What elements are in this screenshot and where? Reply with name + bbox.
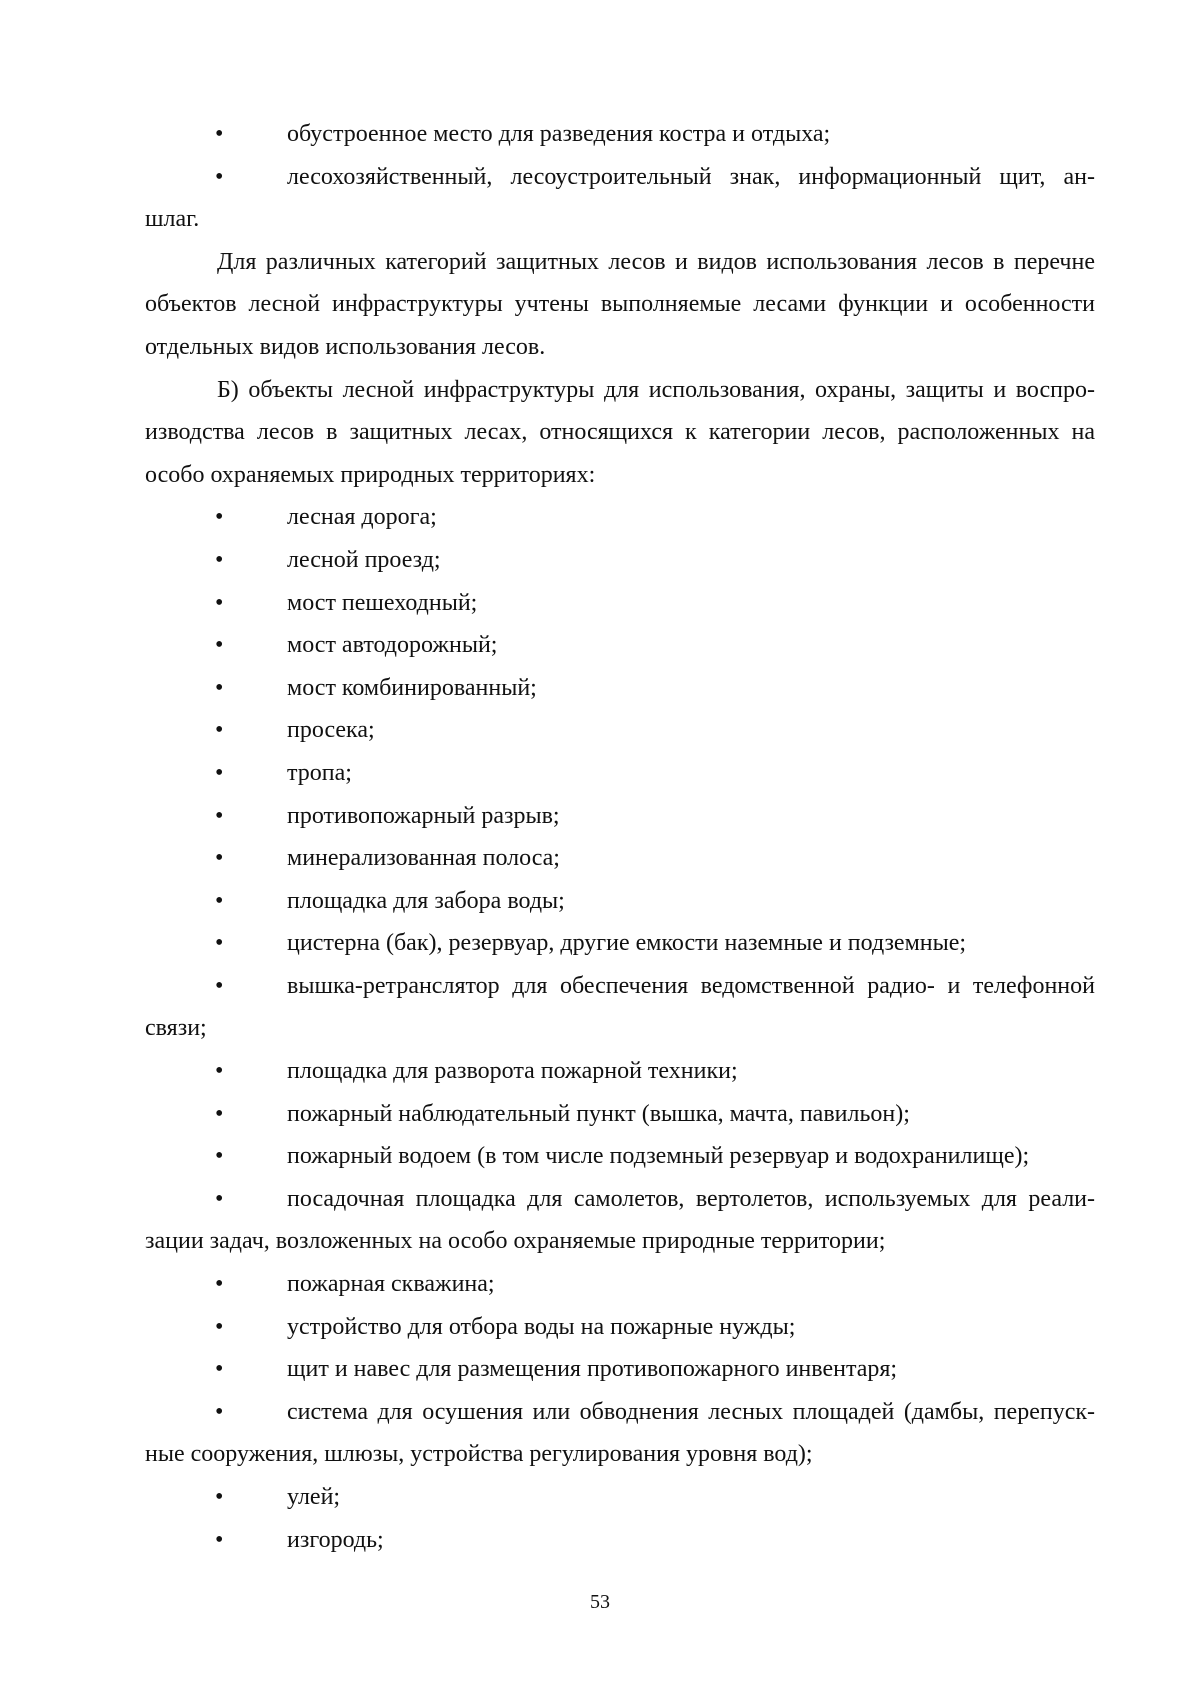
list-item-text: лесной проезд; (287, 546, 441, 573)
bullet-icon: • (215, 121, 224, 147)
list-item (145, 624, 1095, 667)
list-item (145, 1178, 1095, 1263)
top-bullet-list (145, 113, 1095, 241)
list-item (145, 1093, 1095, 1136)
paragraph: Б) объекты лесной инфраструктуры для использования, охраны, защиты и воспро-изводства лесов в защитных лесах, относящихся к категории лесов, расположенных на особо охраняемых природных территориях: (145, 376, 1095, 488)
list-item (145, 667, 1095, 710)
list-item-text: мост комбинированный; (287, 674, 537, 701)
list-item (145, 582, 1095, 625)
list-item (145, 922, 1095, 965)
list-item-text: лесная дорога; (287, 504, 437, 531)
bullet-icon: • (215, 1356, 224, 1383)
bullet-icon: • (215, 163, 224, 190)
list-item-text: вышка-ретранслятор для обеспечения ведомственной радио- и телефонной (287, 972, 1095, 999)
list-item-text: мост пешеходный; (287, 589, 478, 616)
bullet-icon: • (215, 717, 224, 744)
bullet-icon: • (215, 1271, 224, 1298)
list-item (145, 1391, 1095, 1476)
list-item-continuation: ные сооружения, шлюзы, устройства регулирования уровня вод); (145, 1441, 813, 1468)
list-item-text: изгородь; (287, 1526, 384, 1553)
bullet-icon: • (215, 972, 224, 999)
list-item-text: пожарная скважина; (287, 1271, 495, 1298)
list-item-text: мост автодорожный; (287, 632, 498, 659)
list-item-text: система для осушения или обводнения лесных площадей (дамбы, перепуск- (287, 1398, 1095, 1425)
list-item (145, 1476, 1095, 1519)
paragraph: Для различных категорий защитных лесов и видов использования лесов в перечне объектов лесной инфраструктуры учтены выполняемые лесами функции и особенности отдельных видов использования лесов. (145, 248, 1095, 360)
bullet-icon: • (215, 887, 224, 914)
list-item (145, 113, 1095, 156)
list-item-text: площадка для забора воды; (287, 887, 565, 914)
list-item-text: противопожарный разрыв; (287, 802, 560, 829)
list-item (145, 1348, 1095, 1391)
list-item (145, 156, 1095, 241)
list-item-continuation: шлаг. (145, 206, 200, 233)
list-item (145, 880, 1095, 923)
list-item (145, 539, 1095, 582)
bullet-icon: • (215, 1143, 224, 1170)
list-item (145, 1263, 1095, 1306)
bullet-icon: • (215, 1398, 224, 1425)
bullet-icon: • (215, 1313, 224, 1340)
bullet-icon: • (215, 1100, 224, 1127)
list-item-text: лесохозяйственный, лесоустроительный знак, информационный щит, ан- (287, 163, 1095, 190)
page-number: 53 (590, 1591, 610, 1613)
bullet-list (145, 496, 1095, 1561)
list-item (145, 795, 1095, 838)
list-item-text: просека; (287, 717, 375, 744)
list-item-text: пожарный водоем (в том числе подземный резервуар и водохранилище); (287, 1143, 1030, 1170)
bullet-icon: • (215, 1058, 224, 1085)
list-item-text: площадка для разворота пожарной техники; (287, 1058, 738, 1085)
list-item-continuation: связи; (145, 1015, 207, 1042)
list-item-text: улей; (287, 1484, 341, 1510)
bullet-icon: • (215, 802, 224, 829)
list-item (145, 1050, 1095, 1093)
list-item-text: обустроенное место для разведения костра и отдыха; (287, 121, 831, 147)
list-item (145, 837, 1095, 880)
list-item (145, 1519, 1095, 1562)
list-item-text: минерализованная полоса; (287, 845, 560, 872)
bullet-icon: • (215, 930, 224, 957)
list-item-text: цистерна (бак), резервуар, другие емкости наземные и подземные; (287, 930, 967, 957)
list-item-text: пожарный наблюдательный пункт (вышка, мачта, павильон); (287, 1100, 910, 1127)
bullet-icon: • (215, 845, 224, 872)
list-item (145, 965, 1095, 1050)
bullet-icon: • (215, 546, 224, 573)
bullet-icon: • (215, 674, 224, 701)
bullet-icon: • (215, 1526, 224, 1553)
list-item-continuation: зации задач, возложенных на особо охраняемые природные территории; (145, 1228, 886, 1255)
list-item (145, 1135, 1095, 1178)
bullet-icon: • (215, 632, 224, 659)
bullet-icon: • (215, 1484, 224, 1510)
document-body (145, 113, 1095, 1561)
list-item-text: щит и навес для размещения противопожарного инвентаря; (287, 1356, 898, 1383)
bullet-icon: • (215, 504, 224, 531)
list-item (145, 709, 1095, 752)
list-item (145, 752, 1095, 795)
list-item (145, 496, 1095, 539)
list-item-text: посадочная площадка для самолетов, вертолетов, используемых для реали- (287, 1185, 1095, 1212)
bullet-icon: • (215, 759, 224, 786)
list-item (145, 1306, 1095, 1349)
list-item-text: устройство для отбора воды на пожарные нужды; (287, 1313, 796, 1340)
list-item-text: тропа; (287, 759, 352, 786)
bullet-icon: • (215, 1185, 224, 1212)
bullet-icon: • (215, 589, 224, 616)
